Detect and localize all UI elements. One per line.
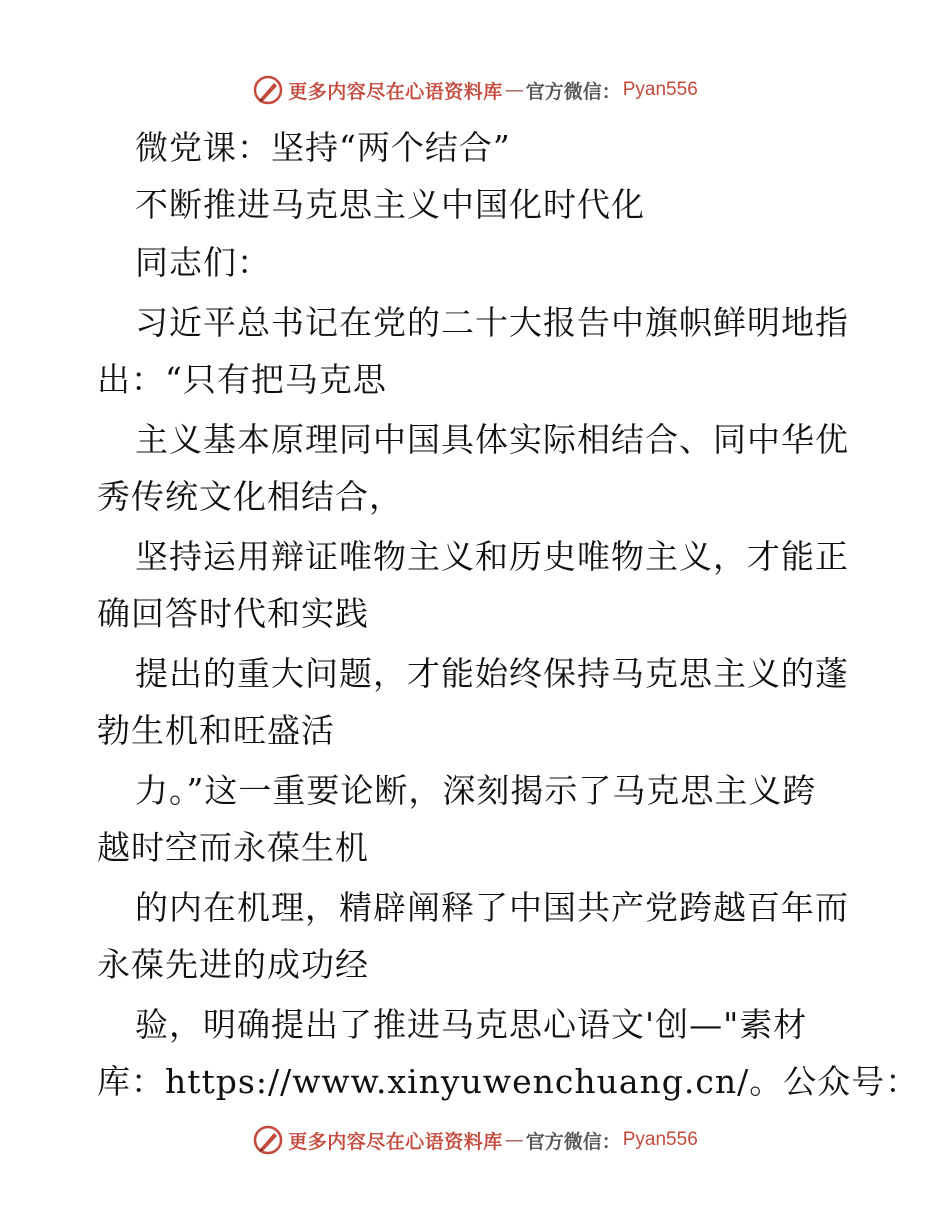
paragraph-line: 的内在机理，精辟阐释了中国共产党跨越百年而: [135, 888, 849, 927]
paragraph-line: 坚持运用辩证唯物主义和历史唯物主义，才能正: [135, 537, 849, 576]
banner-separator: —: [504, 79, 524, 101]
paragraph-line: 库：https://www.xinyuwenchuang.cn/。公众号：: [97, 1062, 920, 1101]
footer-banner: [0, 1120, 950, 1160]
banner-promo-text: 更多内容尽在心语资料库: [288, 1130, 503, 1153]
banner-wechat-id: Pyan556: [622, 79, 698, 100]
paragraph-line: 永葆先进的成功经: [97, 945, 369, 984]
paragraph-line: 主义基本原理同中国具体实际相结合、同中华优: [135, 420, 849, 459]
paragraph-line: 勃生机和旺盛活: [97, 711, 335, 750]
paragraph-line: 提出的重大问题，才能始终保持马克思主义的蓬: [135, 654, 849, 693]
paragraph-line: 秀传统文化相结合，: [97, 477, 403, 516]
paragraph-line: 越时空而永葆生机: [97, 828, 369, 867]
header-banner: [0, 70, 950, 110]
paragraph-line: 力。”这一重要论断，深刻揭示了马克思主义跨: [135, 771, 817, 810]
pen-logo-icon: [252, 1124, 284, 1156]
banner-promo-text: 更多内容尽在心语资料库: [288, 80, 503, 103]
paragraph-line: 出：“只有把马克思: [97, 360, 387, 399]
document-title: 微党课：坚持“两个结合”: [135, 128, 511, 167]
paragraph-line: 习近平总书记在党的二十大报告中旗帜鲜明地指: [135, 303, 849, 342]
paragraph-line: 确回答时代和实践: [97, 594, 369, 633]
paragraph-line: 验，明确提出了推进马克思心语文'创—"素材: [135, 1005, 808, 1044]
banner-separator: —: [504, 1129, 524, 1151]
banner-wechat-label: 官方微信：: [525, 1130, 621, 1153]
salutation: 同志们：: [135, 243, 271, 282]
pen-logo-icon: [252, 74, 284, 106]
banner-wechat-label: 官方微信：: [525, 80, 621, 103]
banner-wechat-id: Pyan556: [622, 1129, 698, 1150]
document-subtitle: 不断推进马克思主义中国化时代化: [135, 185, 645, 224]
